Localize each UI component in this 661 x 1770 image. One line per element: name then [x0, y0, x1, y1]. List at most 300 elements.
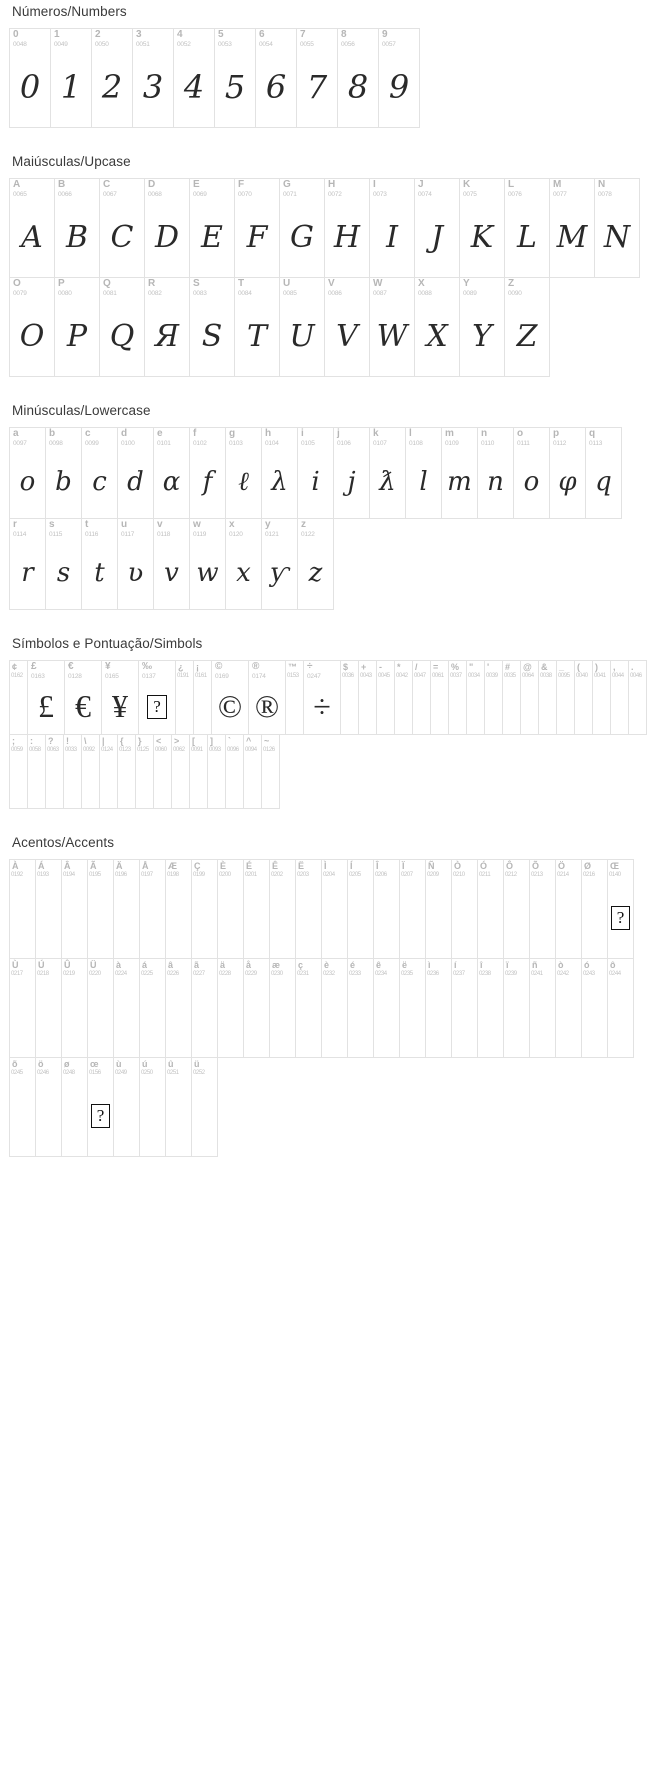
glyph-cell[interactable]: [234, 277, 280, 377]
glyph-cell[interactable]: [165, 859, 192, 959]
glyph-code-label: 0137: [142, 673, 156, 680]
glyph-cell[interactable]: [87, 859, 114, 959]
glyph-cell[interactable]: [9, 734, 28, 809]
glyph-cell[interactable]: [297, 427, 334, 519]
glyph-char-label: O: [13, 278, 21, 289]
glyph-cell[interactable]: [414, 277, 460, 377]
glyph-cell[interactable]: [503, 859, 530, 959]
glyph-char-label: R: [148, 278, 156, 289]
glyph-drawing: [595, 199, 639, 275]
glyph-drawing: [235, 199, 279, 275]
glyph-cell[interactable]: [54, 178, 100, 278]
glyph-code-label: 0073: [373, 191, 387, 198]
glyph-cell[interactable]: [191, 859, 218, 959]
glyph-drawing: [136, 755, 153, 806]
glyph-cell[interactable]: [373, 958, 400, 1058]
glyph-code-label: 0089: [463, 290, 477, 297]
glyph-cell[interactable]: [333, 427, 370, 519]
glyph-code-label: 0109: [445, 440, 459, 447]
glyph-char-label: e: [157, 428, 163, 439]
glyph-text: Q: [109, 318, 135, 354]
glyph-cell[interactable]: [35, 958, 62, 1058]
glyph-char-label: A: [13, 179, 21, 190]
glyph-cell[interactable]: [405, 427, 442, 519]
glyph-cell[interactable]: [211, 660, 249, 735]
glyph-char-label: ä: [220, 960, 226, 970]
glyph-drawing: [102, 681, 138, 732]
glyph-code-label: 0243: [583, 971, 595, 977]
glyph-text: €: [75, 688, 91, 724]
glyph-cell[interactable]: [261, 427, 298, 519]
glyph-cell[interactable]: [399, 859, 426, 959]
glyph-drawing: [359, 681, 376, 732]
glyph-cell[interactable]: [399, 958, 426, 1058]
glyph-cell[interactable]: [153, 734, 172, 809]
glyph-cell[interactable]: [529, 958, 556, 1058]
glyph-code-label: 0245: [11, 1070, 23, 1076]
glyph-drawing: [154, 448, 189, 516]
glyph-cell[interactable]: [477, 427, 514, 519]
glyph-cell[interactable]: [321, 859, 348, 959]
glyph-cell[interactable]: [27, 734, 46, 809]
glyph-code-label: 0054: [259, 41, 273, 48]
glyph-code-label: 0237: [453, 971, 465, 977]
glyph-cell[interactable]: [412, 660, 431, 735]
glyph-text: i: [311, 467, 320, 497]
glyph-cell[interactable]: [269, 859, 296, 959]
glyph-cell[interactable]: [477, 859, 504, 959]
glyph-cell[interactable]: [214, 28, 256, 128]
glyph-cell[interactable]: [113, 958, 140, 1058]
glyph-cell[interactable]: [189, 178, 235, 278]
glyph-cell[interactable]: [45, 734, 64, 809]
glyph-cell[interactable]: [295, 859, 322, 959]
glyph-cell[interactable]: [255, 28, 297, 128]
glyph-cell[interactable]: [135, 734, 154, 809]
glyph-code-label: 0085: [283, 290, 297, 297]
glyph-cell[interactable]: [189, 277, 235, 377]
glyph-cell[interactable]: [153, 427, 190, 519]
glyph-drawing: [370, 199, 414, 275]
glyph-drawing: [192, 880, 217, 956]
glyph-cell[interactable]: [394, 660, 413, 735]
glyph-cell[interactable]: [138, 660, 176, 735]
glyph-cell[interactable]: [139, 1057, 166, 1157]
glyph-char-label: ~: [264, 736, 270, 746]
glyph-cell[interactable]: [189, 427, 226, 519]
glyph-code-label: 0201: [245, 872, 257, 878]
glyph-cell[interactable]: [175, 660, 194, 735]
glyph-cell[interactable]: [610, 660, 629, 735]
glyph-drawing: [10, 755, 27, 806]
glyph-cell[interactable]: [261, 734, 280, 809]
glyph-code-label: 0035: [504, 673, 516, 679]
glyph-cell[interactable]: [243, 859, 270, 959]
glyph-cell[interactable]: [513, 427, 550, 519]
glyph-char-label: =: [433, 662, 439, 672]
glyph-cell[interactable]: [504, 178, 550, 278]
glyph-cell[interactable]: [248, 660, 286, 735]
glyph-code-label: 0199: [193, 872, 205, 878]
glyph-cell[interactable]: [91, 28, 133, 128]
glyph-cell[interactable]: [35, 1057, 62, 1157]
glyph-cell[interactable]: [217, 958, 244, 1058]
glyph-cell[interactable]: [9, 277, 55, 377]
glyph-code-label: 0063: [47, 747, 59, 753]
glyph-cell[interactable]: [592, 660, 611, 735]
glyph-cell[interactable]: [581, 958, 608, 1058]
glyph-cell[interactable]: [607, 859, 634, 959]
missing-glyph-box: ?: [91, 1104, 111, 1128]
glyph-cell[interactable]: [574, 660, 593, 735]
glyph-code-label: 0047: [414, 673, 426, 679]
glyph-cell[interactable]: [451, 859, 478, 959]
glyph-cell[interactable]: [225, 427, 262, 519]
glyph-cell[interactable]: [448, 660, 467, 735]
glyph-cell[interactable]: [61, 1057, 88, 1157]
glyph-cell[interactable]: [504, 277, 550, 377]
glyph-char-label: Â: [64, 861, 71, 871]
glyph-char-label: ç: [298, 960, 304, 970]
glyph-drawing: [226, 755, 243, 806]
glyph-cell[interactable]: [165, 1057, 192, 1157]
glyph-cell[interactable]: [337, 28, 379, 128]
glyph-drawing: [55, 298, 99, 374]
glyph-text: ℓ: [238, 467, 249, 497]
glyph-text: o: [19, 467, 36, 497]
glyph-cell[interactable]: [324, 178, 370, 278]
glyph-cell[interactable]: [153, 518, 190, 610]
glyph-code-label: 0225: [141, 971, 153, 977]
glyph-code-label: 0169: [215, 673, 229, 680]
glyph-cell[interactable]: [324, 277, 370, 377]
glyph-cell[interactable]: [538, 660, 557, 735]
glyph-text: l: [419, 467, 428, 497]
glyph-cell[interactable]: [139, 958, 166, 1058]
glyph-cell[interactable]: [117, 518, 154, 610]
glyph-drawing: [10, 49, 50, 125]
glyph-cell[interactable]: [113, 859, 140, 959]
glyph-cell[interactable]: [295, 958, 322, 1058]
glyph-cell[interactable]: [555, 859, 582, 959]
glyph-cell[interactable]: [54, 277, 100, 377]
glyph-cell[interactable]: [225, 518, 262, 610]
glyph-cell[interactable]: [549, 178, 595, 278]
glyph-char-label: 1: [54, 29, 60, 40]
glyph-cell[interactable]: [243, 958, 270, 1058]
glyph-cell[interactable]: [369, 427, 406, 519]
glyph-text: b: [55, 467, 72, 497]
glyph-cell[interactable]: [87, 958, 114, 1058]
glyph-drawing: [88, 880, 113, 956]
glyph-cell[interactable]: [165, 958, 192, 1058]
glyph-cell[interactable]: [64, 660, 102, 735]
glyph-char-label: .: [631, 662, 634, 672]
glyph-cell[interactable]: [303, 660, 341, 735]
glyph-code-label: 0244: [609, 971, 621, 977]
glyph-cell[interactable]: [9, 427, 46, 519]
glyph-cell[interactable]: [144, 178, 190, 278]
glyph-cell[interactable]: [27, 660, 65, 735]
glyph-cell[interactable]: [297, 518, 334, 610]
glyph-char-label: ñ: [532, 960, 538, 970]
glyph-cell[interactable]: [441, 427, 478, 519]
glyph-code-label: 0119: [193, 531, 207, 538]
glyph-code-label: 0050: [95, 41, 109, 48]
glyph-cell[interactable]: [189, 734, 208, 809]
glyph-char-label: -: [379, 662, 382, 672]
glyph-cell[interactable]: [628, 660, 647, 735]
glyph-cell[interactable]: [117, 427, 154, 519]
glyph-cell[interactable]: [99, 277, 145, 377]
section-title: Maiúsculas/Upcase: [12, 154, 131, 169]
glyph-cell[interactable]: [45, 427, 82, 519]
glyph-code-label: 0070: [238, 191, 252, 198]
glyph-code-label: 0213: [531, 872, 543, 878]
glyph-drawing: [374, 880, 399, 956]
glyph-cell[interactable]: [459, 277, 505, 377]
glyph-cell[interactable]: [225, 734, 244, 809]
glyph-cell[interactable]: [520, 660, 539, 735]
glyph-drawing: [296, 979, 321, 1055]
glyph-cell[interactable]: [347, 958, 374, 1058]
glyph-char-label: :: [30, 736, 33, 746]
glyph-char-label: U: [283, 278, 291, 289]
glyph-char-label: ë: [402, 960, 408, 970]
glyph-drawing: [556, 880, 581, 956]
glyph-char-label: Ú: [38, 960, 45, 970]
glyph-char-label: 9: [382, 29, 388, 40]
glyph-cell[interactable]: [503, 958, 530, 1058]
glyph-cell[interactable]: [369, 277, 415, 377]
glyph-char-label: ]: [210, 736, 213, 746]
glyph-drawing: [154, 539, 189, 607]
glyph-cell[interactable]: [373, 859, 400, 959]
glyph-text: ƴ: [269, 558, 290, 588]
glyph-code-label: 0087: [373, 290, 387, 297]
glyph-text: P: [66, 318, 88, 354]
glyph-code-label: 0093: [209, 747, 221, 753]
glyph-cell[interactable]: [414, 178, 460, 278]
glyph-cell[interactable]: [113, 1057, 140, 1157]
glyph-drawing: [442, 448, 477, 516]
glyph-drawing: [377, 681, 394, 732]
glyph-code-label: 0107: [373, 440, 387, 447]
glyph-code-label: 0251: [167, 1070, 179, 1076]
glyph-cell[interactable]: [581, 859, 608, 959]
glyph-cell[interactable]: [9, 518, 46, 610]
glyph-cell[interactable]: [81, 427, 118, 519]
glyph-cell[interactable]: [144, 277, 190, 377]
glyph-code-label: 0121: [265, 531, 279, 538]
glyph-cell[interactable]: [466, 660, 485, 735]
glyph-cell[interactable]: [45, 518, 82, 610]
glyph-cell[interactable]: [50, 28, 92, 128]
glyph-cell[interactable]: [9, 178, 55, 278]
glyph-cell[interactable]: [340, 660, 359, 735]
glyph-section: [0, 154, 661, 377]
glyph-code-label: 0128: [68, 673, 82, 680]
glyph-char-label: ö: [38, 1059, 44, 1069]
glyph-char-label: i: [301, 428, 304, 439]
glyph-drawing: [92, 49, 132, 125]
glyph-drawing: [28, 755, 45, 806]
glyph-drawing: [10, 880, 35, 956]
glyph-char-label: S: [193, 278, 200, 289]
glyph-char-label: r: [13, 519, 17, 530]
glyph-drawing: [114, 1078, 139, 1154]
glyph-drawing: [10, 681, 27, 732]
glyph-cell[interactable]: [279, 277, 325, 377]
glyph-code-label: 0061: [432, 673, 444, 679]
glyph-cell[interactable]: [285, 660, 304, 735]
glyph-cell[interactable]: [171, 734, 190, 809]
glyph-cell[interactable]: [139, 859, 166, 959]
glyph-char-label: à: [116, 960, 122, 970]
glyph-cell[interactable]: [61, 859, 88, 959]
glyph-cell[interactable]: [99, 734, 118, 809]
glyph-cell[interactable]: [61, 958, 88, 1058]
glyph-char-label: Z: [508, 278, 515, 289]
glyph-code-label: 0220: [89, 971, 101, 977]
glyph-char-label: Ü: [90, 960, 97, 970]
glyph-code-label: 0077: [553, 191, 567, 198]
glyph-code-label: 0036: [342, 673, 354, 679]
glyph-char-label: ü: [194, 1059, 200, 1069]
glyph-code-label: 0081: [103, 290, 117, 297]
glyph-code-label: 0101: [157, 440, 171, 447]
glyph-char-label: 5: [218, 29, 224, 40]
glyph-cell[interactable]: [369, 178, 415, 278]
glyph-char-label: P: [58, 278, 65, 289]
glyph-char-label: d: [121, 428, 128, 439]
glyph-code-label: 0212: [505, 872, 517, 878]
glyph-cell[interactable]: [549, 427, 586, 519]
glyph-cell[interactable]: [358, 660, 377, 735]
glyph-cell[interactable]: [9, 859, 36, 959]
glyph-cell[interactable]: [81, 734, 100, 809]
glyph-cell[interactable]: [451, 958, 478, 1058]
glyph-char-label: â: [168, 960, 174, 970]
glyph-cell[interactable]: [376, 660, 395, 735]
glyph-cell[interactable]: [556, 660, 575, 735]
glyph-code-label: 0096: [227, 747, 239, 753]
glyph-cell[interactable]: [9, 660, 28, 735]
glyph-cell[interactable]: [117, 734, 136, 809]
glyph-char-label: Ï: [402, 861, 405, 871]
glyph-text: 8: [347, 68, 369, 106]
glyph-cell[interactable]: [425, 859, 452, 959]
glyph-cell[interactable]: [484, 660, 503, 735]
glyph-char-label: m: [445, 428, 454, 439]
glyph-code-label: 0232: [323, 971, 335, 977]
glyph-cell[interactable]: [321, 958, 348, 1058]
glyph-cell[interactable]: [191, 958, 218, 1058]
glyph-cell[interactable]: [207, 734, 226, 809]
glyph-drawing: [503, 681, 520, 732]
glyph-cell[interactable]: [279, 178, 325, 278]
glyph-char-label: w: [193, 519, 201, 530]
glyph-drawing: [192, 979, 217, 1055]
glyph-cell[interactable]: [243, 734, 262, 809]
glyph-cell[interactable]: [459, 178, 505, 278]
glyph-cell[interactable]: [378, 28, 420, 128]
glyph-drawing: [118, 448, 153, 516]
glyph-cell[interactable]: [234, 178, 280, 278]
glyph-text: G: [290, 219, 314, 255]
glyph-drawing: [586, 448, 621, 516]
glyph-cell[interactable]: [9, 1057, 36, 1157]
glyph-cell[interactable]: [502, 660, 521, 735]
glyph-code-label: 0227: [193, 971, 205, 977]
glyph-cell[interactable]: [81, 518, 118, 610]
glyph-code-label: 0228: [219, 971, 231, 977]
glyph-code-label: 0057: [382, 41, 396, 48]
glyph-char-label: ó: [584, 960, 590, 970]
glyph-cell[interactable]: [132, 28, 174, 128]
glyph-code-label: 0100: [121, 440, 135, 447]
glyph-char-label: ú: [142, 1059, 148, 1069]
glyph-cell[interactable]: [217, 859, 244, 959]
glyph-cell[interactable]: [189, 518, 226, 610]
glyph-cell[interactable]: [607, 958, 634, 1058]
glyph-cell[interactable]: [296, 28, 338, 128]
glyph-char-label: ù: [116, 1059, 122, 1069]
glyph-cell[interactable]: [99, 178, 145, 278]
glyph-cell[interactable]: [101, 660, 139, 735]
glyph-drawing: [582, 979, 607, 1055]
glyph-char-label: +: [361, 662, 367, 672]
glyph-cell[interactable]: [269, 958, 296, 1058]
glyph-drawing: [415, 199, 459, 275]
glyph-code-label: 0052: [177, 41, 191, 48]
glyph-drawing: [460, 199, 504, 275]
glyph-cell[interactable]: [191, 1057, 218, 1157]
glyph-cell[interactable]: [9, 28, 51, 128]
glyph-cell[interactable]: [87, 1057, 114, 1157]
glyph-cell[interactable]: [35, 859, 62, 959]
glyph-drawing: [215, 49, 255, 125]
glyph-drawing: [575, 681, 592, 732]
glyph-grid: [10, 179, 650, 377]
glyph-cell[interactable]: [347, 859, 374, 959]
glyph-char-label: y: [265, 519, 271, 530]
glyph-cell[interactable]: [594, 178, 640, 278]
glyph-char-label: }: [138, 736, 142, 746]
glyph-cell[interactable]: [9, 958, 36, 1058]
glyph-cell[interactable]: [555, 958, 582, 1058]
glyph-text: Y: [472, 318, 492, 354]
glyph-cell[interactable]: [261, 518, 298, 610]
glyph-cell[interactable]: [529, 859, 556, 959]
glyph-char-label: #: [505, 662, 511, 672]
glyph-cell[interactable]: [477, 958, 504, 1058]
glyph-text: f: [202, 467, 213, 497]
glyph-cell[interactable]: [430, 660, 449, 735]
glyph-text: T: [246, 318, 267, 354]
glyph-cell[interactable]: [585, 427, 622, 519]
glyph-text: x: [236, 558, 251, 588]
glyph-text: S: [201, 318, 223, 354]
glyph-code-label: 0079: [13, 290, 27, 297]
glyph-text: ®: [254, 688, 280, 724]
glyph-cell[interactable]: [193, 660, 212, 735]
glyph-cell[interactable]: [173, 28, 215, 128]
glyph-drawing: [190, 298, 234, 374]
glyph-cell[interactable]: [63, 734, 82, 809]
glyph-cell[interactable]: [425, 958, 452, 1058]
glyph-code-label: 0078: [598, 191, 612, 198]
